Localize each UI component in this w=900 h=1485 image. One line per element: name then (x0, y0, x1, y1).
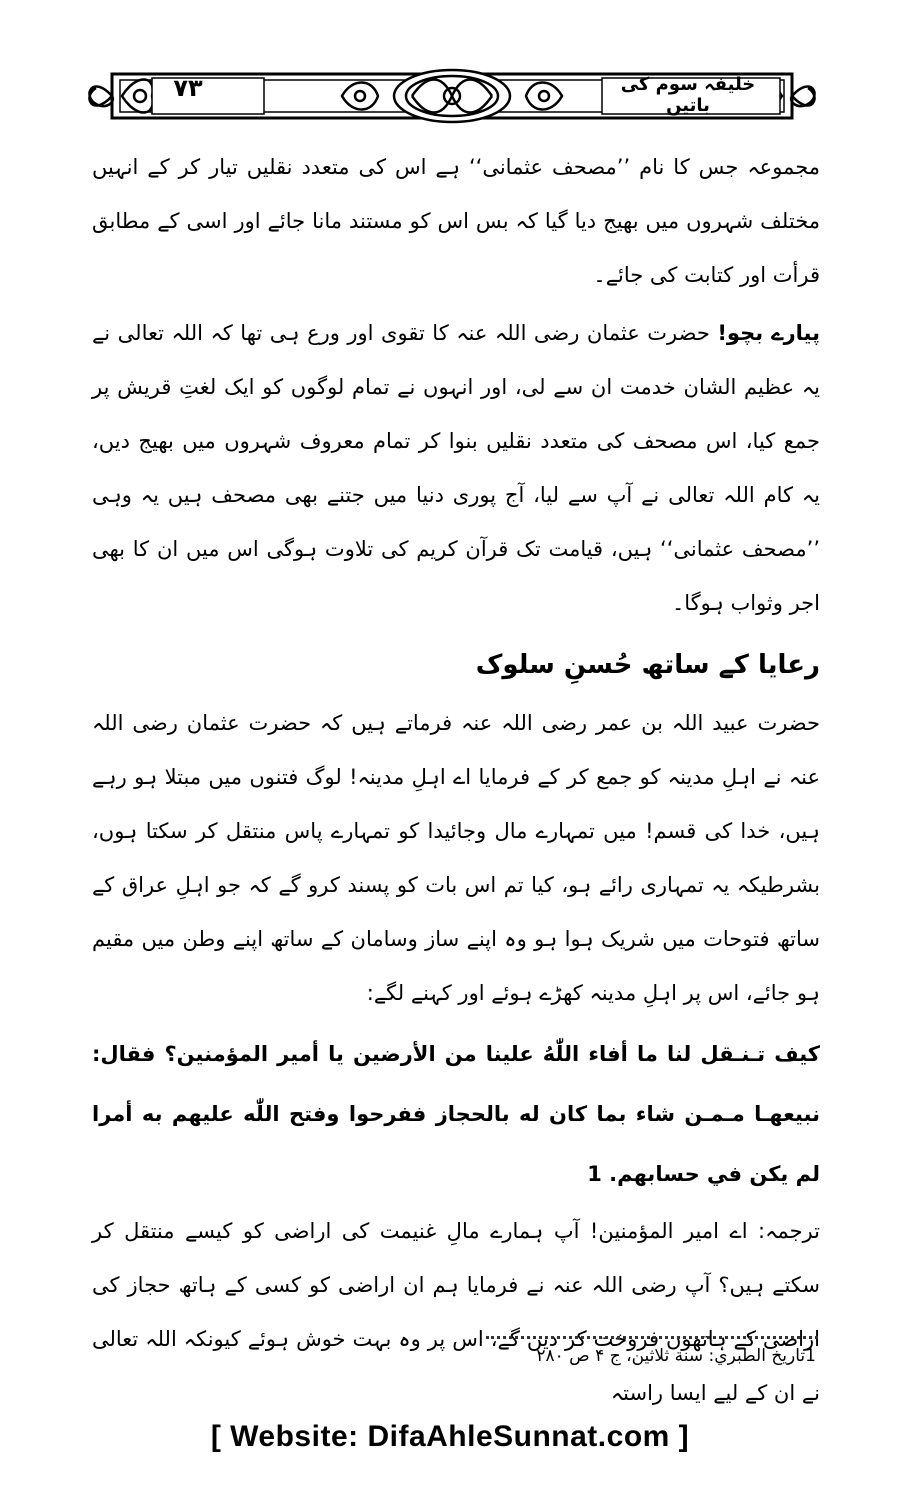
paragraph-3: حضرت عبید اللہ بن عمر رضی اللہ عنہ فرماتے ہیں کہ حضرت عثمان رضی اللہ عنہ نے اہلِ مدینہ کو جمع کر کے فرمایا اے اہلِ مدینہ! لوگ فتنوں میں مبتلا ہو رہے ہیں، خدا کی قسم! میں تمہارے مال وجائیدا کو تمہارے پاس منتقل کر سکتا ہوں، بشرطیکہ یہ تمہاری رائے ہو، کیا تم اس بات کو پسند کرو گے کہ جو اہلِ عراق کے ساتھ فتوحات میں شریک ہوا ہو وہ اپنے ساز وسامان کے ساتھ اپنے وطن میں مقیم ہو جائے، اس پر اہلِ مدینہ کھڑے ہوئے اور کہنے لگے: (92, 711, 820, 1005)
translation-paragraph: ترجمہ: اے امیر المؤمنین! آپ ہمارے مالِ غنیمت کی اراضی کو کیسے منتقل کر سکتے ہیں؟ آپ رضی اللہ عنہ نے فرمایا ہم ان اراضی کو کسی کے ہاتھ حجاز کی اراضی کے ہاتھوں فروخت کر دیں گے، اس پر وہ بہت خوش ہوئے کیونکہ اللہ تعالی نے ان کے لیے ایسا راستہ (92, 1219, 820, 1405)
paragraph-2 (92, 306, 820, 630)
page-body (92, 140, 820, 1424)
paragraph-2-text: حضرت عثمان رضی اللہ عنہ کا تقوی اور ورع ہی تھا کہ اللہ تعالی نے یہ عظیم الشان خدمت ان سے لی، اور انہوں نے تمام لوگوں کو ایک لغتِ قریش پر جمع کیا، اس مصحف کی متعدد نقلیں بنوا کر تمام معروف شہروں میں بھیج دیں، یہ کام اللہ تعالی نے آپ سے لیا، آج پوری دنیا میں جتنے بھی مصحف ہیں یہ وہی ’’مصحف عثمانی‘‘ ہیں، قیامت تک قرآن کریم کی تلاوت ہوگی اس میں ان کا بھی اجر وثواب ہوگا۔ (92, 321, 820, 615)
paragraph-1: مجموعہ جس کا نام ’’مصحف عثمانی‘‘ ہے اس کی متعدد نقلیں تیار کر کے انہیں مختلف شہروں میں بھیج دیا گیا کہ بس اس کو مستند مانا جائے اور اسی کے مطابق قرأت اور کتابت کی جائے۔ (92, 155, 820, 287)
website-banner: [ Website: DifaAhleSunnat.com ] (210, 1420, 690, 1453)
page-number: ۷۳ (173, 74, 203, 102)
section-heading: رعایا کے ساتھ حُسنِ سلوک (475, 650, 820, 680)
footnote: 1تاريخ الطبري: سنة ثلاثين، ج ۴ ص ۲۸۰ (536, 1346, 816, 1366)
paragraph-2-lead: پیارے بچو! (717, 321, 820, 345)
book-title: خلیفہ سوم کی باتیں (620, 74, 756, 116)
arabic-quote: كيف تـنـقل لنا ما أفاء اللّٰهُ علينا من الأرضين يا أمير المؤمنين؟ فقال: نبيعهـا مـمـن شاء بما كان له بالحجاز ففرحوا وفتح اللّٰه عليهم به أمرا لم يكن في حسابهم. 1 (92, 1042, 820, 1186)
footnote-divider (486, 1336, 818, 1339)
